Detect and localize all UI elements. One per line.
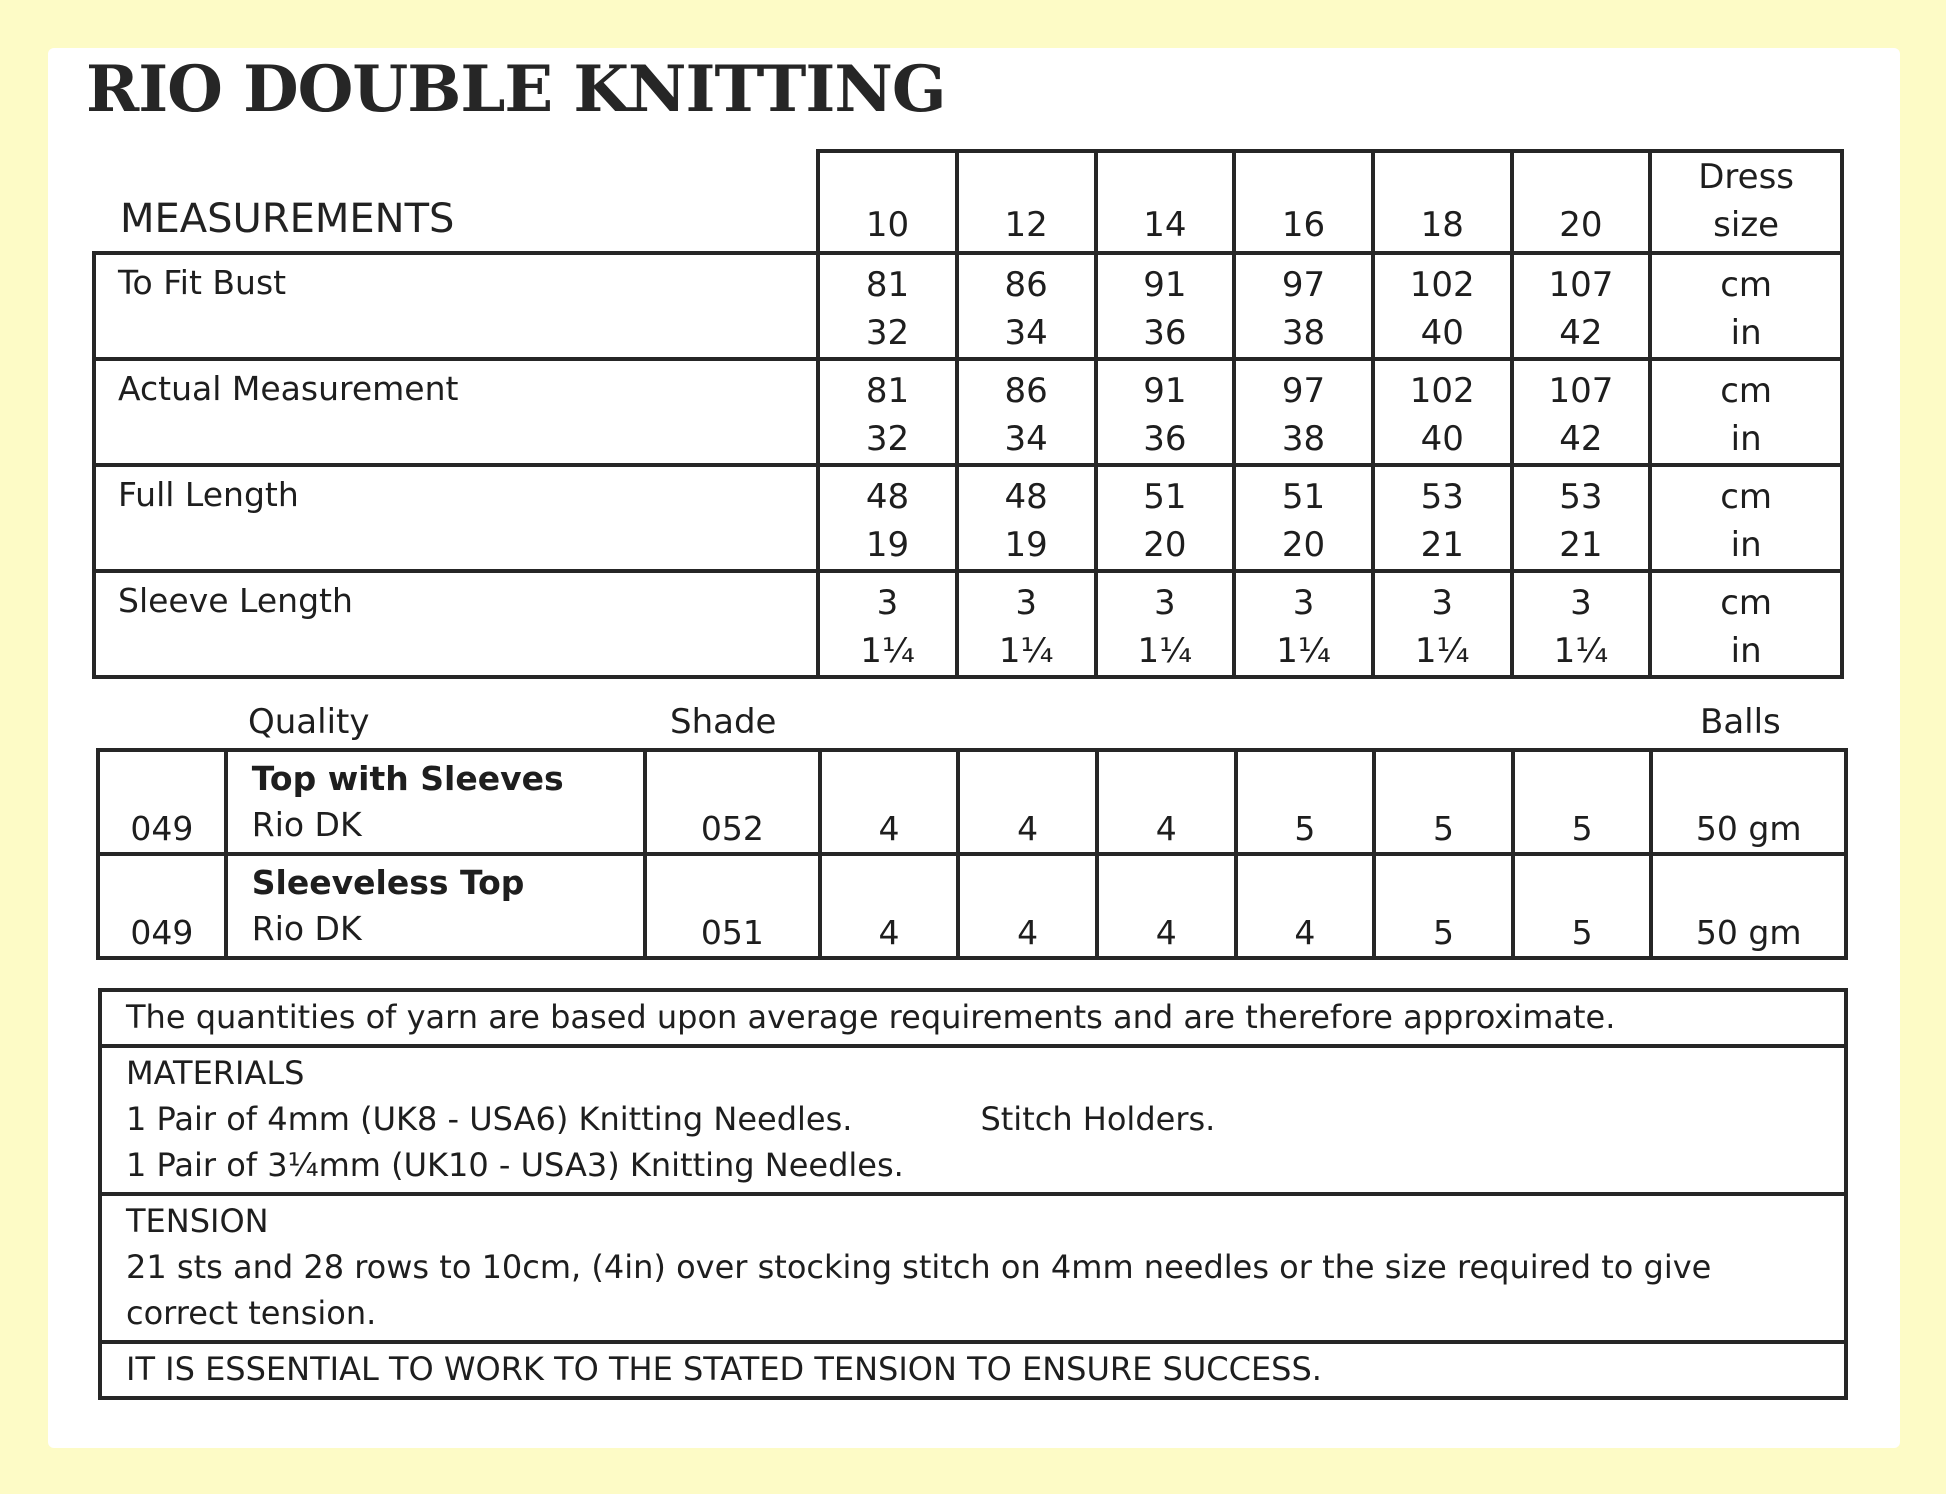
- cm-value: 102: [1409, 265, 1475, 305]
- size-header-row: [94, 151, 1842, 253]
- header-blank: [94, 151, 818, 253]
- tension-title: TENSION: [126, 1202, 269, 1240]
- table-row: [94, 465, 1842, 571]
- unit-cell: [1650, 571, 1842, 677]
- unit-cm: cm: [1720, 265, 1773, 305]
- yarn-table: [96, 748, 1848, 960]
- tension-section: [100, 1194, 1846, 1342]
- materials-title: MATERIALS: [126, 1054, 305, 1092]
- yarn-quality: Rio DK: [251, 805, 362, 844]
- size-14: 14: [1096, 151, 1235, 253]
- cm-value: 53: [1559, 477, 1603, 517]
- yarn-quality-cell: [226, 750, 645, 854]
- table-row: [100, 1046, 1846, 1194]
- value-cell: [1512, 253, 1651, 359]
- in-value: 34: [1004, 313, 1048, 353]
- yarn-code: 049: [98, 750, 226, 854]
- value-cell: [1512, 359, 1651, 465]
- value-cell: [1234, 253, 1373, 359]
- yarn-shade: 052: [645, 750, 820, 854]
- cm-value: 51: [1281, 477, 1326, 517]
- balls-count: 4: [958, 854, 1097, 958]
- balls-header: Balls: [1700, 702, 1781, 742]
- cm-value: 107: [1548, 371, 1614, 411]
- value-cell: [957, 253, 1096, 359]
- tension-line-2: correct tension.: [126, 1294, 377, 1332]
- measurements-heading: MEASUREMENTS: [120, 196, 455, 242]
- in-value: 42: [1559, 419, 1603, 459]
- in-value: 36: [1143, 419, 1187, 459]
- balls-count: 4: [958, 750, 1097, 854]
- table-row: [94, 571, 1842, 677]
- yarn-code: 049: [98, 854, 226, 958]
- in-value: 38: [1281, 313, 1326, 353]
- cm-value: 91: [1143, 371, 1187, 411]
- unit-cell: [1650, 359, 1842, 465]
- table-row: [94, 359, 1842, 465]
- materials-line-2: 1 Pair of 3¼mm (UK10 - USA3) Knitting Needles.: [126, 1146, 904, 1184]
- dress-size-header: [1650, 151, 1842, 253]
- in-value: 34: [1004, 419, 1048, 459]
- balls-count: 4: [1097, 750, 1236, 854]
- balls-count: 5: [1374, 854, 1513, 958]
- measurements-table: [92, 149, 1844, 679]
- value-cell: [1512, 571, 1651, 677]
- value-cell: [1512, 465, 1651, 571]
- value-cell: [957, 359, 1096, 465]
- row-label: Actual Measurement: [94, 359, 818, 465]
- value-cell: [1096, 359, 1235, 465]
- materials-section: [100, 1046, 1846, 1194]
- balls-count: 5: [1236, 750, 1375, 854]
- table-row: [100, 1194, 1846, 1342]
- in-value: 42: [1559, 313, 1603, 353]
- unit-cell: [1650, 465, 1842, 571]
- table-row: [100, 1342, 1846, 1398]
- yarn-quality: Rio DK: [251, 909, 362, 948]
- balls-count: 4: [1097, 854, 1236, 958]
- size-20: 20: [1512, 151, 1651, 253]
- unit-cm: cm: [1720, 583, 1773, 623]
- in-value: 1¼: [860, 631, 915, 671]
- cm-value: 3: [876, 583, 899, 623]
- size-10: 10: [818, 151, 957, 253]
- value-cell: [818, 571, 957, 677]
- in-value: 36: [1143, 313, 1187, 353]
- garment-name: Sleeveless Top: [251, 863, 525, 902]
- ball-weight: 50 gm: [1651, 854, 1846, 958]
- row-label: To Fit Bust: [94, 253, 818, 359]
- yarn-shade: 051: [645, 854, 820, 958]
- value-cell: [1373, 253, 1512, 359]
- table-row: [98, 750, 1846, 854]
- unit-in: in: [1730, 419, 1762, 459]
- unit-cell: [1650, 253, 1842, 359]
- stitch-holders: Stitch Holders.: [980, 1100, 1216, 1138]
- notes-table: [98, 988, 1848, 1400]
- in-value: 1¼: [1553, 631, 1609, 671]
- balls-count: 5: [1374, 750, 1513, 854]
- size-18: 18: [1373, 151, 1512, 253]
- essential-note: [100, 1342, 1846, 1398]
- dress-size-line1: Dress: [1698, 157, 1795, 197]
- in-value: 38: [1281, 419, 1326, 459]
- value-cell: [957, 465, 1096, 571]
- value-cell: [957, 571, 1096, 677]
- garment-name: Top with Sleeves: [251, 759, 564, 798]
- in-value: 32: [865, 419, 910, 459]
- cm-value: 107: [1548, 265, 1614, 305]
- cm-value: 3: [1431, 583, 1454, 623]
- in-value: 1¼: [1414, 631, 1470, 671]
- page-title: RIO DOUBLE KNITTING: [86, 52, 946, 127]
- table-row: [94, 253, 1842, 359]
- unit-in: in: [1730, 525, 1762, 565]
- in-value: 1¼: [1276, 631, 1331, 671]
- in-value: 40: [1420, 419, 1464, 459]
- needles-4mm: 1 Pair of 4mm (UK8 - USA6) Knitting Needles.: [126, 1100, 853, 1138]
- in-value: 21: [1420, 525, 1464, 565]
- balls-count: 5: [1513, 854, 1652, 958]
- cm-value: 3: [1292, 583, 1315, 623]
- value-cell: [1234, 465, 1373, 571]
- cm-value: 3: [1154, 583, 1176, 623]
- value-cell: [1373, 465, 1512, 571]
- cm-value: 81: [865, 265, 910, 305]
- row-label: Full Length: [94, 465, 818, 571]
- quality-header: Quality: [248, 702, 370, 742]
- unit-cm: cm: [1720, 477, 1773, 517]
- value-cell: [1373, 571, 1512, 677]
- size-16: 16: [1234, 151, 1373, 253]
- cm-value: 102: [1409, 371, 1475, 411]
- row-label: Sleeve Length: [94, 571, 818, 677]
- essential-text: IT IS ESSENTIAL TO WORK TO THE STATED TENSION TO ENSURE SUCCESS.: [126, 1350, 1322, 1388]
- in-value: 20: [1281, 525, 1326, 565]
- cm-value: 3: [1015, 583, 1037, 623]
- cm-value: 48: [1004, 477, 1048, 517]
- shade-header: Shade: [670, 702, 777, 742]
- size-12: 12: [957, 151, 1096, 253]
- unit-cm: cm: [1720, 371, 1773, 411]
- quantities-text: The quantities of yarn are based upon average requirements and are therefore approximate.: [126, 998, 1616, 1036]
- pattern-card: [48, 48, 1900, 1448]
- cm-value: 86: [1004, 371, 1048, 411]
- tension-line-1: 21 sts and 28 rows to 10cm, (4in) over stocking stitch on 4mm needles or the size required to give: [126, 1248, 1712, 1286]
- in-value: 1¼: [1137, 631, 1193, 671]
- balls-count: 4: [820, 854, 959, 958]
- cm-value: 48: [865, 477, 910, 517]
- in-value: 19: [1004, 525, 1048, 565]
- value-cell: [1234, 571, 1373, 677]
- cm-value: 97: [1281, 265, 1326, 305]
- yarn-quality-cell: [226, 854, 645, 958]
- ball-weight: 50 gm: [1651, 750, 1846, 854]
- unit-in: in: [1730, 313, 1762, 353]
- cm-value: 51: [1143, 477, 1187, 517]
- value-cell: [1234, 359, 1373, 465]
- cm-value: 81: [865, 371, 910, 411]
- cm-value: 91: [1143, 265, 1187, 305]
- value-cell: [818, 359, 957, 465]
- in-value: 19: [865, 525, 910, 565]
- value-cell: [1096, 465, 1235, 571]
- in-value: 40: [1420, 313, 1464, 353]
- unit-in: in: [1730, 631, 1762, 671]
- cm-value: 86: [1004, 265, 1048, 305]
- dress-size-line2: size: [1713, 205, 1780, 245]
- in-value: 1¼: [998, 631, 1054, 671]
- cm-value: 97: [1281, 371, 1326, 411]
- cm-value: 53: [1420, 477, 1464, 517]
- table-row: [98, 854, 1846, 958]
- in-value: 21: [1559, 525, 1603, 565]
- in-value: 32: [865, 313, 910, 353]
- in-value: 20: [1143, 525, 1187, 565]
- quantities-note: [100, 990, 1846, 1046]
- materials-line-1: [126, 1096, 1820, 1142]
- cm-value: 3: [1570, 583, 1592, 623]
- value-cell: [1373, 359, 1512, 465]
- table-row: [100, 990, 1846, 1046]
- balls-count: 5: [1513, 750, 1652, 854]
- value-cell: [1096, 253, 1235, 359]
- balls-count: 4: [1236, 854, 1375, 958]
- value-cell: [818, 465, 957, 571]
- balls-count: 4: [820, 750, 959, 854]
- value-cell: [818, 253, 957, 359]
- value-cell: [1096, 571, 1235, 677]
